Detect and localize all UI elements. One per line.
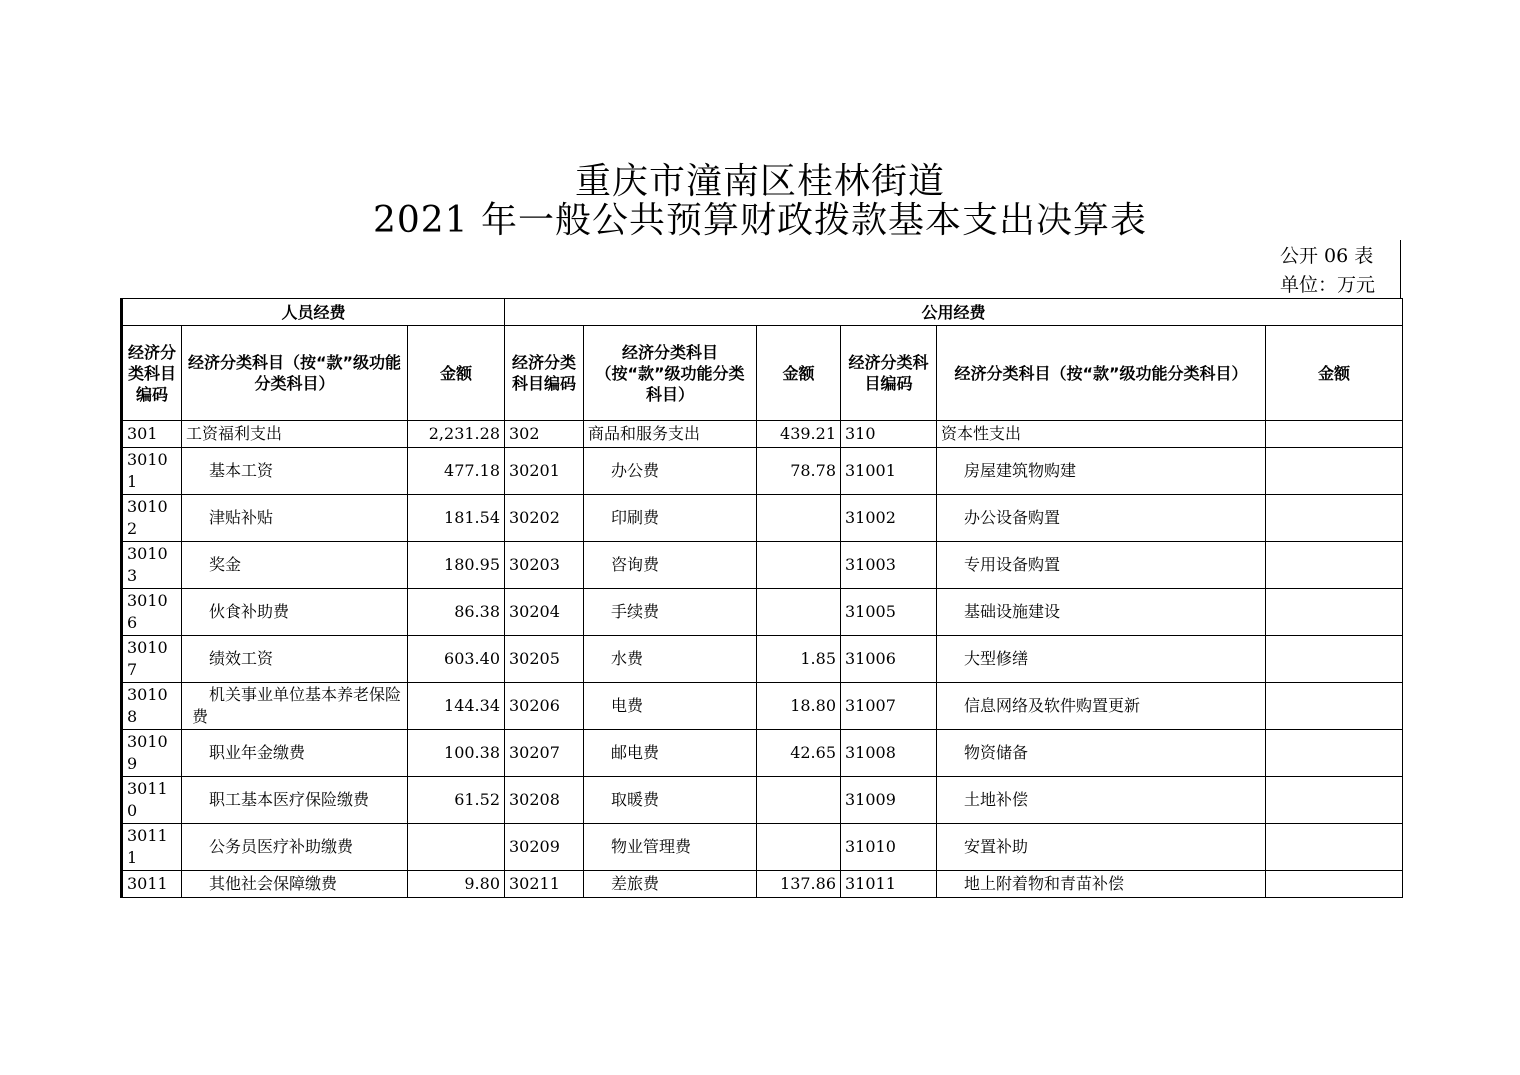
public2-code-cell: 31011 bbox=[841, 871, 937, 898]
personnel-code-cell: 301 bbox=[122, 421, 182, 448]
public1-amount-cell: 18.80 bbox=[757, 683, 841, 730]
personnel-name-cell: 奖金 bbox=[182, 542, 408, 589]
unit-label: 单位：万元 bbox=[1280, 274, 1376, 296]
public2-amount-cell bbox=[1266, 421, 1403, 448]
public1-name-cell: 电费 bbox=[584, 683, 757, 730]
personnel-amount-cell: 181.54 bbox=[408, 495, 505, 542]
public1-name-cell: 办公费 bbox=[584, 448, 757, 495]
col-header-public2-amount: 金额 bbox=[1266, 326, 1403, 421]
personnel-amount-cell: 603.40 bbox=[408, 636, 505, 683]
public1-amount-cell: 137.86 bbox=[757, 871, 841, 898]
public1-amount-cell bbox=[757, 777, 841, 824]
personnel-code-cell: 30101 bbox=[122, 448, 182, 495]
table-row bbox=[122, 730, 1403, 777]
table-row bbox=[122, 871, 1403, 898]
personnel-code-cell: 30106 bbox=[122, 589, 182, 636]
personnel-amount-cell: 180.95 bbox=[408, 542, 505, 589]
public2-amount-cell bbox=[1266, 824, 1403, 871]
document-title-line2: 2021 年一般公共预算财政拨款基本支出决算表 bbox=[372, 200, 1148, 241]
personnel-name-cell: 机关事业单位基本养老保险费 bbox=[182, 683, 408, 730]
public1-name-cell: 印刷费 bbox=[584, 495, 757, 542]
personnel-amount-cell: 9.80 bbox=[408, 871, 505, 898]
public1-code-cell: 30207 bbox=[505, 730, 584, 777]
personnel-code-cell: 30108 bbox=[122, 683, 182, 730]
public2-name-cell: 办公设备购置 bbox=[937, 495, 1266, 542]
public1-code-cell: 30211 bbox=[505, 871, 584, 898]
personnel-code-cell: 30102 bbox=[122, 495, 182, 542]
col-header-personnel-name: 经济分类科目（按“款”级功能分类科目） bbox=[182, 326, 408, 421]
personnel-name-cell: 职业年金缴费 bbox=[182, 730, 408, 777]
personnel-name-cell: 津贴补贴 bbox=[182, 495, 408, 542]
public1-code-cell: 302 bbox=[505, 421, 584, 448]
personnel-name-cell: 职工基本医疗保险缴费 bbox=[182, 777, 408, 824]
col-header-personnel-code: 经济分类科目编码 bbox=[122, 326, 182, 421]
public2-code-cell: 31007 bbox=[841, 683, 937, 730]
public1-code-cell: 30209 bbox=[505, 824, 584, 871]
personnel-name-cell: 工资福利支出 bbox=[182, 421, 408, 448]
personnel-code-cell: 30111 bbox=[122, 824, 182, 871]
public1-code-cell: 30205 bbox=[505, 636, 584, 683]
group-header-personnel: 人员经费 bbox=[122, 299, 505, 326]
col-header-public1-name: 经济分类科目（按“款”级功能分类科目） bbox=[584, 326, 757, 421]
col-header-public2-code: 经济分类科目编码 bbox=[841, 326, 937, 421]
public2-name-cell: 地上附着物和青苗补偿 bbox=[937, 871, 1266, 898]
public1-amount-cell bbox=[757, 495, 841, 542]
personnel-code-cell: 30109 bbox=[122, 730, 182, 777]
public2-name-cell: 基础设施建设 bbox=[937, 589, 1266, 636]
personnel-amount-cell: 477.18 bbox=[408, 448, 505, 495]
table-row bbox=[122, 448, 1403, 495]
public1-name-cell: 物业管理费 bbox=[584, 824, 757, 871]
table-row bbox=[122, 824, 1403, 871]
public2-amount-cell bbox=[1266, 730, 1403, 777]
public2-name-cell: 安置补助 bbox=[937, 824, 1266, 871]
public1-name-cell: 水费 bbox=[584, 636, 757, 683]
table-row bbox=[122, 636, 1403, 683]
public1-code-cell: 30208 bbox=[505, 777, 584, 824]
public2-name-cell: 房屋建筑物购建 bbox=[937, 448, 1266, 495]
public2-amount-cell bbox=[1266, 589, 1403, 636]
public2-code-cell: 31010 bbox=[841, 824, 937, 871]
public1-name-cell: 邮电费 bbox=[584, 730, 757, 777]
public2-code-cell: 31006 bbox=[841, 636, 937, 683]
public1-amount-cell: 42.65 bbox=[757, 730, 841, 777]
col-header-public1-code: 经济分类科目编码 bbox=[505, 326, 584, 421]
public2-amount-cell bbox=[1266, 636, 1403, 683]
table-row bbox=[122, 777, 1403, 824]
personnel-code-cell: 30110 bbox=[122, 777, 182, 824]
public1-amount-cell: 439.21 bbox=[757, 421, 841, 448]
public2-code-cell: 31001 bbox=[841, 448, 937, 495]
table-row bbox=[122, 589, 1403, 636]
personnel-code-cell: 30103 bbox=[122, 542, 182, 589]
personnel-name-cell: 伙食补助费 bbox=[182, 589, 408, 636]
public2-amount-cell bbox=[1266, 683, 1403, 730]
public1-name-cell: 咨询费 bbox=[584, 542, 757, 589]
public1-code-cell: 30202 bbox=[505, 495, 584, 542]
public1-amount-cell: 1.85 bbox=[757, 636, 841, 683]
table-code-label: 公开 06 表 bbox=[1280, 245, 1374, 267]
public2-name-cell: 资本性支出 bbox=[937, 421, 1266, 448]
table-row bbox=[122, 542, 1403, 589]
public1-name-cell: 取暖费 bbox=[584, 777, 757, 824]
personnel-amount-cell: 86.38 bbox=[408, 589, 505, 636]
public2-amount-cell bbox=[1266, 871, 1403, 898]
personnel-name-cell: 公务员医疗补助缴费 bbox=[182, 824, 408, 871]
personnel-amount-cell bbox=[408, 824, 505, 871]
personnel-amount-cell: 2,231.28 bbox=[408, 421, 505, 448]
public2-amount-cell bbox=[1266, 542, 1403, 589]
public1-amount-cell bbox=[757, 542, 841, 589]
public1-code-cell: 30204 bbox=[505, 589, 584, 636]
public1-name-cell: 商品和服务支出 bbox=[584, 421, 757, 448]
public2-name-cell: 土地补偿 bbox=[937, 777, 1266, 824]
personnel-amount-cell: 61.52 bbox=[408, 777, 505, 824]
margin-line bbox=[1400, 240, 1401, 298]
personnel-name-cell: 基本工资 bbox=[182, 448, 408, 495]
public2-amount-cell bbox=[1266, 777, 1403, 824]
col-header-public2-name: 经济分类科目（按“款”级功能分类科目） bbox=[937, 326, 1266, 421]
group-header-public: 公用经费 bbox=[505, 299, 1403, 326]
table-row bbox=[122, 495, 1403, 542]
public2-amount-cell bbox=[1266, 495, 1403, 542]
public2-amount-cell bbox=[1266, 448, 1403, 495]
public2-name-cell: 信息网络及软件购置更新 bbox=[937, 683, 1266, 730]
col-header-personnel-amount: 金额 bbox=[408, 326, 505, 421]
public1-amount-cell: 78.78 bbox=[757, 448, 841, 495]
public1-name-cell: 手续费 bbox=[584, 589, 757, 636]
public2-code-cell: 310 bbox=[841, 421, 937, 448]
personnel-name-cell: 其他社会保障缴费 bbox=[182, 871, 408, 898]
public2-name-cell: 物资储备 bbox=[937, 730, 1266, 777]
public1-code-cell: 30206 bbox=[505, 683, 584, 730]
personnel-amount-cell: 144.34 bbox=[408, 683, 505, 730]
public1-code-cell: 30203 bbox=[505, 542, 584, 589]
public2-code-cell: 31002 bbox=[841, 495, 937, 542]
public1-amount-cell bbox=[757, 589, 841, 636]
public2-code-cell: 31009 bbox=[841, 777, 937, 824]
table-row bbox=[122, 421, 1403, 448]
public2-name-cell: 专用设备购置 bbox=[937, 542, 1266, 589]
col-header-public1-amount: 金额 bbox=[757, 326, 841, 421]
public1-amount-cell bbox=[757, 824, 841, 871]
personnel-name-cell: 绩效工资 bbox=[182, 636, 408, 683]
budget-table bbox=[120, 298, 1403, 898]
public1-code-cell: 30201 bbox=[505, 448, 584, 495]
personnel-code-cell: 3011 bbox=[122, 871, 182, 898]
public2-code-cell: 31005 bbox=[841, 589, 937, 636]
personnel-amount-cell: 100.38 bbox=[408, 730, 505, 777]
public2-name-cell: 大型修缮 bbox=[937, 636, 1266, 683]
table-row bbox=[122, 683, 1403, 730]
public2-code-cell: 31003 bbox=[841, 542, 937, 589]
document-title-line1: 重庆市潼南区桂林街道 bbox=[574, 161, 945, 202]
public1-name-cell: 差旅费 bbox=[584, 871, 757, 898]
public2-code-cell: 31008 bbox=[841, 730, 937, 777]
personnel-code-cell: 30107 bbox=[122, 636, 182, 683]
